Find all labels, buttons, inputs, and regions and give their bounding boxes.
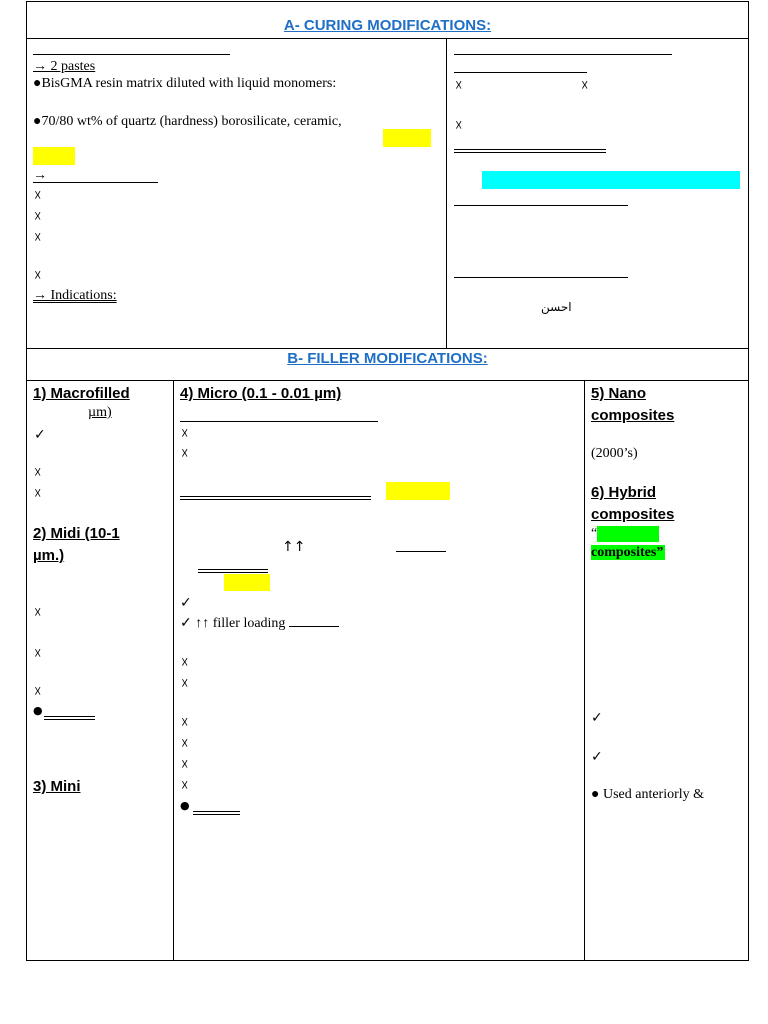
x-mark: ☓ [581, 78, 589, 94]
bullet: ● [33, 704, 43, 717]
midi-heading-2: µm.) [33, 547, 65, 564]
micro-heading: 4) Micro (0.1 - 0.01 µm) [180, 385, 342, 402]
quote-line [591, 526, 659, 542]
up-arrows: ↑↑ [282, 539, 306, 555]
resin-text: ●BisGMA resin matrix diluted with liquid monomers: [33, 76, 337, 91]
hybrid-quote: composites” [591, 545, 664, 560]
blank-double-line [198, 569, 268, 573]
blank-line [454, 205, 628, 206]
blank-line [33, 54, 230, 55]
arrow-text: → [33, 168, 47, 183]
check-mark: ✓ [34, 427, 46, 443]
section-b-column-divider [173, 380, 174, 960]
x-mark: ☓ [34, 646, 42, 662]
x-mark: ☓ [455, 118, 463, 134]
filler-text: ●70/80 wt% of quartz (hardness) borosilicate, ceramic, [33, 114, 342, 129]
check-mark: ✓ [591, 710, 603, 726]
filler-loading-text [180, 616, 339, 632]
blank-double-line [180, 496, 371, 500]
section-a-title: A- CURING MODIFICATIONS: [283, 17, 492, 34]
quote-open: “ [591, 526, 598, 541]
macro-unit [33, 405, 112, 421]
highlight-blank [224, 574, 270, 591]
x-mark: ☓ [34, 268, 42, 284]
x-mark: ☓ [181, 715, 189, 731]
blank-double-line [193, 811, 240, 815]
nano-year: (2000’s) [591, 446, 638, 461]
section-b-column-divider [584, 380, 585, 960]
blank-line [180, 421, 378, 422]
hybrid-quote-line [591, 545, 665, 561]
x-mark: ☓ [181, 757, 189, 773]
x-mark: ☓ [34, 684, 42, 700]
x-mark: ☓ [34, 605, 42, 621]
x-mark: ☓ [34, 465, 42, 481]
highlight-blank [33, 147, 75, 165]
blank-line [33, 182, 158, 183]
check-mark: ✓ [591, 749, 603, 765]
indications-text [33, 288, 117, 304]
mini-heading: 3) Mini [33, 778, 81, 795]
x-mark: ☓ [181, 446, 189, 462]
section-b-frame [26, 348, 749, 961]
blank-line [454, 72, 587, 73]
section-a-column-divider [446, 38, 447, 348]
highlight-blank [383, 129, 431, 147]
x-mark: ☓ [181, 676, 189, 692]
midi-heading-1: 2) Midi (10-1 [33, 525, 120, 542]
x-mark: ☓ [34, 209, 42, 225]
blank-double-line [454, 149, 606, 153]
used-anteriorly-text: ● Used anteriorly & [591, 787, 705, 802]
x-mark: ☓ [34, 486, 42, 502]
check-mark: ✓ [180, 595, 192, 611]
nano-heading-1: 5) Nano [591, 385, 647, 402]
section-b-title: B- FILLER MODIFICATIONS: [287, 350, 488, 367]
blank-line [454, 277, 628, 278]
blank-double-line [44, 716, 95, 720]
hybrid-heading-1: 6) Hybrid [591, 484, 657, 501]
highlight-blank [482, 171, 740, 189]
arabic-text: احسن [541, 300, 572, 314]
blank-line [396, 551, 446, 552]
section-b-header-divider [26, 380, 749, 381]
nano-heading-2: composites [591, 407, 675, 424]
x-mark: ☓ [181, 736, 189, 752]
highlight-blank [597, 526, 659, 542]
hybrid-heading-2: composites [591, 506, 675, 523]
x-mark: ☓ [34, 188, 42, 204]
highlight-blank [386, 482, 450, 500]
macro-unit-text: µm) [88, 405, 112, 420]
indications-label: → Indications: [33, 288, 117, 303]
x-mark: ☓ [455, 78, 463, 94]
x-mark: ☓ [34, 230, 42, 246]
macrofilled-heading: 1) Macrofilled [33, 385, 130, 402]
x-mark: ☓ [181, 426, 189, 442]
section-a-header-divider [26, 38, 749, 39]
x-mark: ☓ [181, 778, 189, 794]
x-mark: ☓ [181, 655, 189, 671]
bullet: ● [180, 799, 190, 812]
pastes-text: → 2 pastes [33, 59, 96, 74]
filler-loading-label: ✓ ↑↑ filler loading [180, 616, 286, 631]
blank-line [454, 54, 672, 55]
